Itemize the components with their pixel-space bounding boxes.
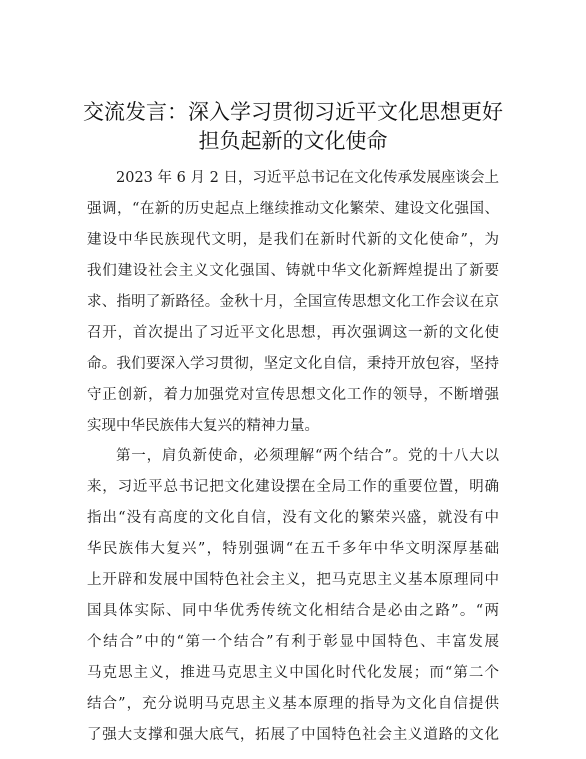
paragraph-line: 守正创新，着力加强党对宣传思想文化工作的领导，不断增强 xyxy=(87,387,499,403)
paragraph-line: 2023 年 6 月 2 日，习近平总书记在文化传承发展座谈会上 xyxy=(116,170,499,186)
paragraph-line: 结合”，充分说明马克思主义基本原理的指导为文化自信提供 xyxy=(87,696,499,712)
paragraph-line: 国具体实际、同中华优秀传统文化相结合是必由之路”。“两 xyxy=(87,603,499,619)
paragraph-line: 命。我们要深入学习贯彻，坚定文化自信，秉持开放包容，坚持 xyxy=(87,356,499,372)
paragraph-intro xyxy=(87,163,499,442)
paragraph-line: 求、指明了新路径。金秋十月，全国宣传思想文化工作会议在京 xyxy=(87,294,499,310)
paragraph-line: 来，习近平总书记把文化建设摆在全局工作的重要位置，明确 xyxy=(87,479,499,495)
paragraph-line: 上开辟和发展中国特色社会主义，把马克思主义基本原理同中 xyxy=(87,572,499,588)
paragraph-line: 指出“没有高度的文化自信，没有文化的繁荣兴盛，就没有中 xyxy=(87,510,499,526)
paragraph-line: 个结合”中的“第一个结合”有利于彰显中国特色、丰富发展 xyxy=(87,634,499,650)
paragraph-line: 第一，肩负新使命，必须理解“两个结合”。党的十八大以 xyxy=(116,448,499,464)
title-line: 担负起新的文化使命 xyxy=(198,129,388,153)
title-line: 交流发言：深入学习贯彻习近平文化思想更好 xyxy=(83,100,503,124)
paragraph-line: 了强大支撑和强大底气，拓展了中国特色社会主义道路的文化 xyxy=(87,727,499,743)
paragraph-line: 我们建设社会主义文化强国、铸就中华文化新辉煌提出了新要 xyxy=(87,263,499,279)
paragraph-line: 马克思主义，推进马克思主义中国化时代化发展；而“第二个 xyxy=(87,665,499,681)
paragraph-line: 实现中华民族伟大复兴的精神力量。 xyxy=(87,418,319,434)
paragraph-line: 建设中华民族现代文明，是我们在新时代新的文化使命”，为 xyxy=(87,232,499,248)
document-title xyxy=(60,98,526,156)
paragraph-line: 华民族伟大复兴”，特别强调“在五千多年中华文明深厚基础 xyxy=(87,541,499,557)
paragraph-line: 强调，“在新的历史起点上继续推动文化繁荣、建设文化强国、 xyxy=(87,201,499,217)
paragraph-first-point xyxy=(87,441,499,751)
paragraph-line: 召开，首次提出了习近平文化思想，再次强调这一新的文化使 xyxy=(87,325,499,341)
